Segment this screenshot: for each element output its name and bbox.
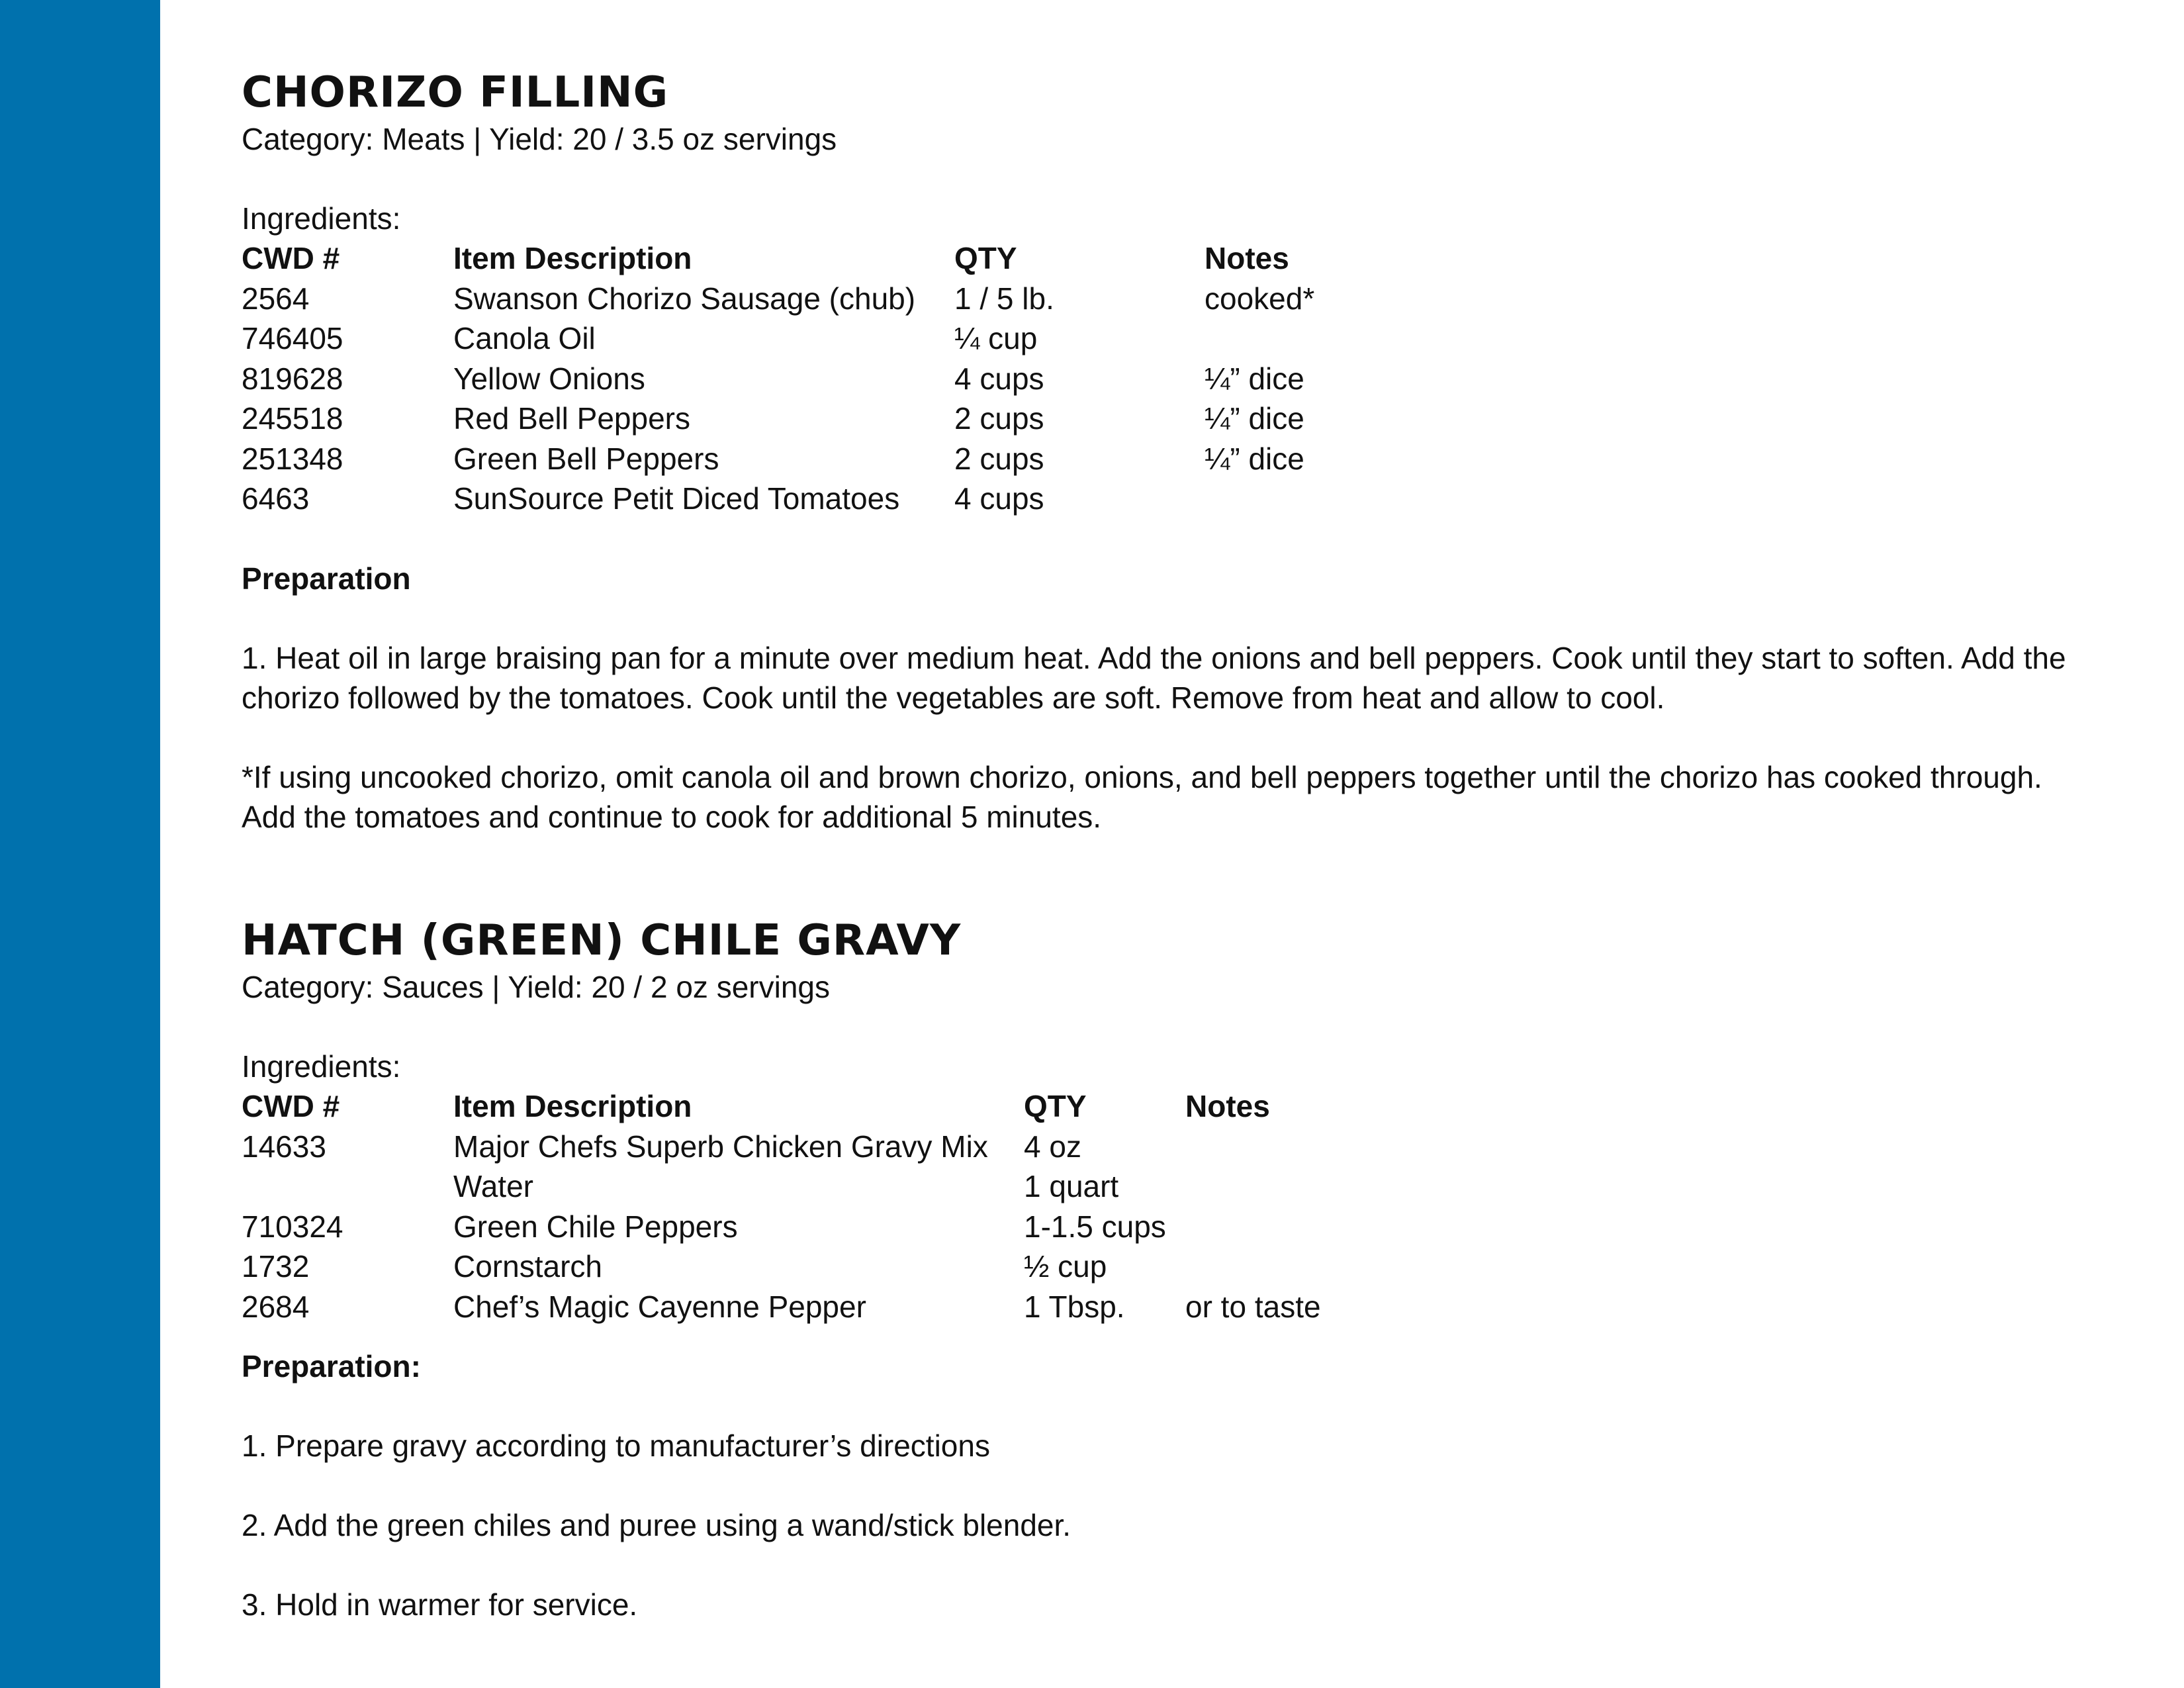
cell-notes (1185, 1127, 1321, 1167)
table-row (242, 1246, 1321, 1287)
cell-qty: 4 oz (1024, 1129, 1081, 1164)
cell-notes (1185, 1207, 1321, 1247)
cell-cwd: 2564 (242, 281, 310, 316)
cell-notes: ¼” dice (1205, 361, 1304, 396)
cell-notes (1185, 1246, 1321, 1287)
column-header-notes: Notes (1205, 241, 1289, 276)
cell-description: Swanson Chorizo Sausage (chub) (453, 281, 916, 316)
cell-notes: or to taste (1185, 1289, 1321, 1324)
cell-cwd: 819628 (242, 361, 343, 396)
ingredients-label: Ingredients: (242, 1049, 401, 1084)
recipe-hatch-chile-gravy (242, 915, 2095, 1624)
cell-description: Cornstarch (453, 1249, 602, 1284)
cell-cwd: 1732 (242, 1249, 310, 1284)
cell-qty: 1 quart (1024, 1169, 1119, 1204)
cell-cwd: 746405 (242, 321, 343, 356)
cell-notes: ¼” dice (1205, 441, 1304, 476)
table-row (242, 279, 1314, 319)
table-row (242, 399, 1314, 439)
table-header-row (242, 238, 1314, 279)
cell-cwd (242, 1166, 453, 1207)
table-row (242, 359, 1314, 399)
preparation-note: *If using uncooked chorizo, omit canola oil and brown chorizo, onions, and bell peppers together until the chorizo has cooked through. Add the tomatoes and continue to cook for additional 5 minutes. (242, 759, 2042, 834)
column-header-qty: QTY (1024, 1089, 1087, 1124)
cell-notes (1205, 318, 1314, 359)
cell-description: Yellow Onions (453, 361, 645, 396)
table-row (242, 1166, 1321, 1207)
recipe-category-yield: Category: Meats | Yield: 20 / 3.5 oz servings (242, 122, 837, 156)
cell-qty: 2 cups (954, 441, 1044, 476)
column-header-description: Item Description (453, 1089, 692, 1124)
preparation-step: 3. Hold in warmer for service. (242, 1587, 638, 1622)
preparation-heading: Preparation (242, 561, 411, 596)
cell-notes (1205, 479, 1314, 519)
recipe-title: CHORIZO FILLING (242, 68, 669, 117)
cell-qty: 1-1.5 cups (1024, 1209, 1166, 1244)
cell-description: Green Chile Peppers (453, 1209, 738, 1244)
recipe-chorizo-filling (242, 68, 2095, 837)
cell-qty: 2 cups (954, 401, 1044, 436)
column-header-qty: QTY (954, 241, 1017, 276)
cell-notes: ¼” dice (1205, 401, 1304, 436)
column-header-description: Item Description (453, 241, 692, 276)
cell-cwd: 251348 (242, 441, 343, 476)
table-row (242, 318, 1314, 359)
cell-notes: cooked* (1205, 281, 1315, 316)
cell-qty: 4 cups (954, 481, 1044, 516)
cell-description: Chef’s Magic Cayenne Pepper (453, 1289, 866, 1324)
column-header-cwd: CWD # (242, 1089, 340, 1124)
ingredients-label: Ingredients: (242, 201, 401, 236)
cell-cwd: 710324 (242, 1209, 343, 1244)
ingredients-table (242, 1086, 1321, 1327)
cell-description: Green Bell Peppers (453, 441, 719, 476)
ingredients-table (242, 238, 1314, 519)
cell-description: Water (453, 1169, 533, 1204)
column-header-notes: Notes (1185, 1089, 1270, 1124)
cell-cwd: 14633 (242, 1129, 326, 1164)
recipe-title: HATCH (GREEN) CHILE GRAVY (242, 916, 962, 965)
cell-description: SunSource Petit Diced Tomatoes (453, 481, 900, 516)
cell-description: Major Chefs Superb Chicken Gravy Mix (453, 1129, 988, 1164)
side-accent-bar (0, 0, 160, 1688)
cell-description: Canola Oil (453, 321, 596, 356)
preparation-step: 1. Prepare gravy according to manufacturer’s directions (242, 1429, 990, 1463)
table-row (242, 1287, 1321, 1327)
cell-cwd: 6463 (242, 481, 310, 516)
cell-description: Red Bell Peppers (453, 401, 690, 436)
recipe-category-yield: Category: Sauces | Yield: 20 / 2 oz servings (242, 970, 830, 1004)
preparation-step: 1. Heat oil in large braising pan for a minute over medium heat. Add the onions and bell peppers. Cook until they start to soften. Add the chorizo followed by the tomatoes. Cook until the vegetables are soft. Remove from heat and allow to cool. (242, 640, 2066, 715)
cell-cwd: 2684 (242, 1289, 310, 1324)
table-row (242, 479, 1314, 519)
table-header-row (242, 1086, 1321, 1127)
table-row (242, 1207, 1321, 1247)
cell-qty: 1 / 5 lb. (954, 281, 1054, 316)
column-header-cwd: CWD # (242, 241, 340, 276)
cell-cwd: 245518 (242, 401, 343, 436)
table-row (242, 1127, 1321, 1167)
preparation-heading: Preparation: (242, 1349, 421, 1383)
cell-qty: 1 Tbsp. (1024, 1289, 1125, 1324)
table-row (242, 439, 1314, 479)
cell-qty: 4 cups (954, 361, 1044, 396)
cell-notes (1185, 1166, 1321, 1207)
cell-qty: ¼ cup (954, 321, 1038, 356)
cell-qty: ½ cup (1024, 1249, 1107, 1284)
preparation-step: 2. Add the green chiles and puree using a wand/stick blender. (242, 1508, 1071, 1542)
